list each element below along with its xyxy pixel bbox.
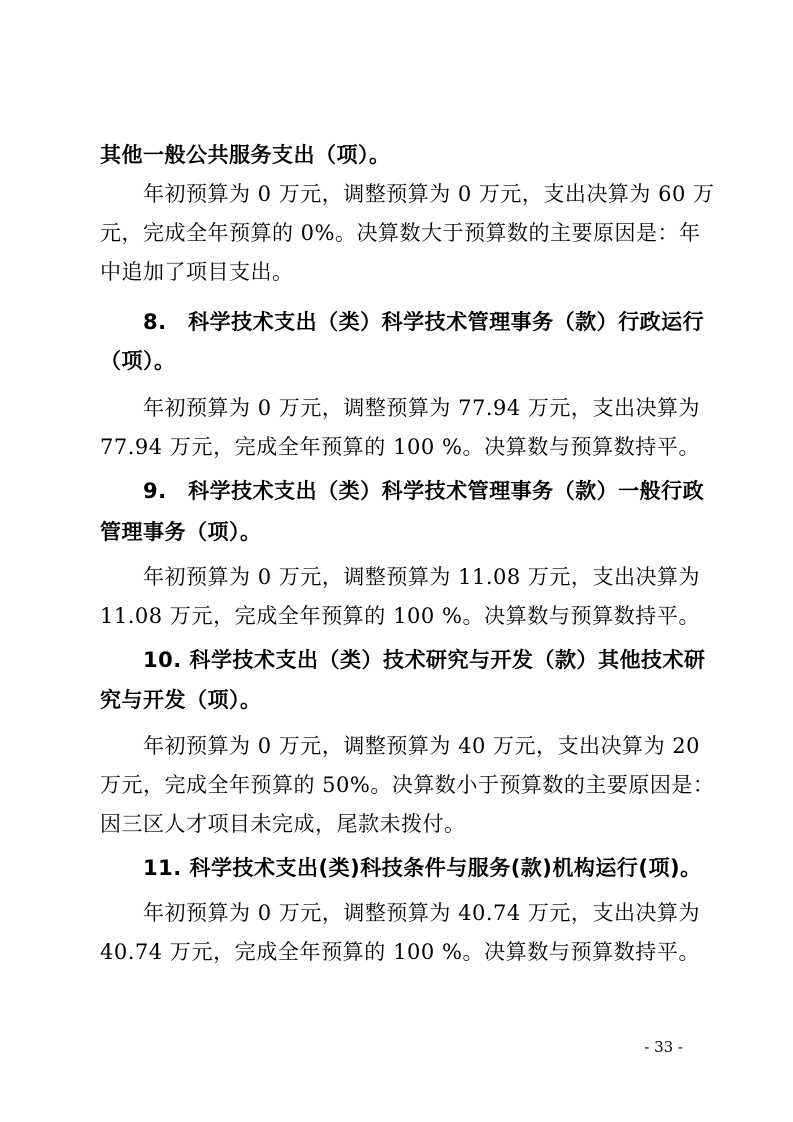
section-heading-10: 10. 科学技术支出（类）技术研究与开发（款）其他技术研 [143,648,706,672]
paragraph-line: 中追加了项目支出。 [100,260,294,284]
section-heading-8-cont: （项）。 [100,349,176,373]
paragraph-heading-line: 其他一般公共服务支出（项）。 [100,143,391,167]
paragraph-line: 因三区人才项目未完成，尾款未拨付。 [100,812,466,836]
page-number: - 33 - [644,1038,683,1056]
paragraph-line: 万元，完成全年预算的 50%。决算数小于预算数的主要原因是： [100,773,715,797]
paragraph-line: 年初预算为 0 万元，调整预算为 77.94 万元，支出决算为 [143,396,700,420]
section-heading-10-cont: 究与开发（项）。 [100,688,262,712]
section-heading-9-cont: 管理事务（项）。 [100,520,262,544]
section-heading-8: 8. 科学技术支出（类）科学技术管理事务（款）行政运行 [143,310,705,334]
section-heading-9: 9. 科学技术支出（类）科学技术管理事务（款）一般行政 [143,479,705,503]
paragraph-line: 年初预算为 0 万元，调整预算为 0 万元，支出决算为 60 万 [143,182,715,206]
paragraph-line: 11.08 万元，完成全年预算的 100 %。决算数与预算数持平。 [100,604,700,628]
section-heading-11: 11. 科学技术支出(类)科技条件与服务(款)机构运行(项)。 [143,856,702,880]
paragraph-line: 77.94 万元，完成全年预算的 100 %。决算数与预算数持平。 [100,435,700,459]
paragraph-line: 40.74 万元，完成全年预算的 100 %。决算数与预算数持平。 [100,940,700,964]
paragraph-line: 年初预算为 0 万元，调整预算为 40.74 万元，支出决算为 [143,901,700,925]
paragraph-line: 年初预算为 0 万元，调整预算为 40 万元，支出决算为 20 [143,734,700,758]
paragraph-line: 年初预算为 0 万元，调整预算为 11.08 万元，支出决算为 [143,565,700,589]
paragraph-line: 元，完成全年预算的 0%。决算数大于预算数的主要原因是：年 [100,221,701,245]
